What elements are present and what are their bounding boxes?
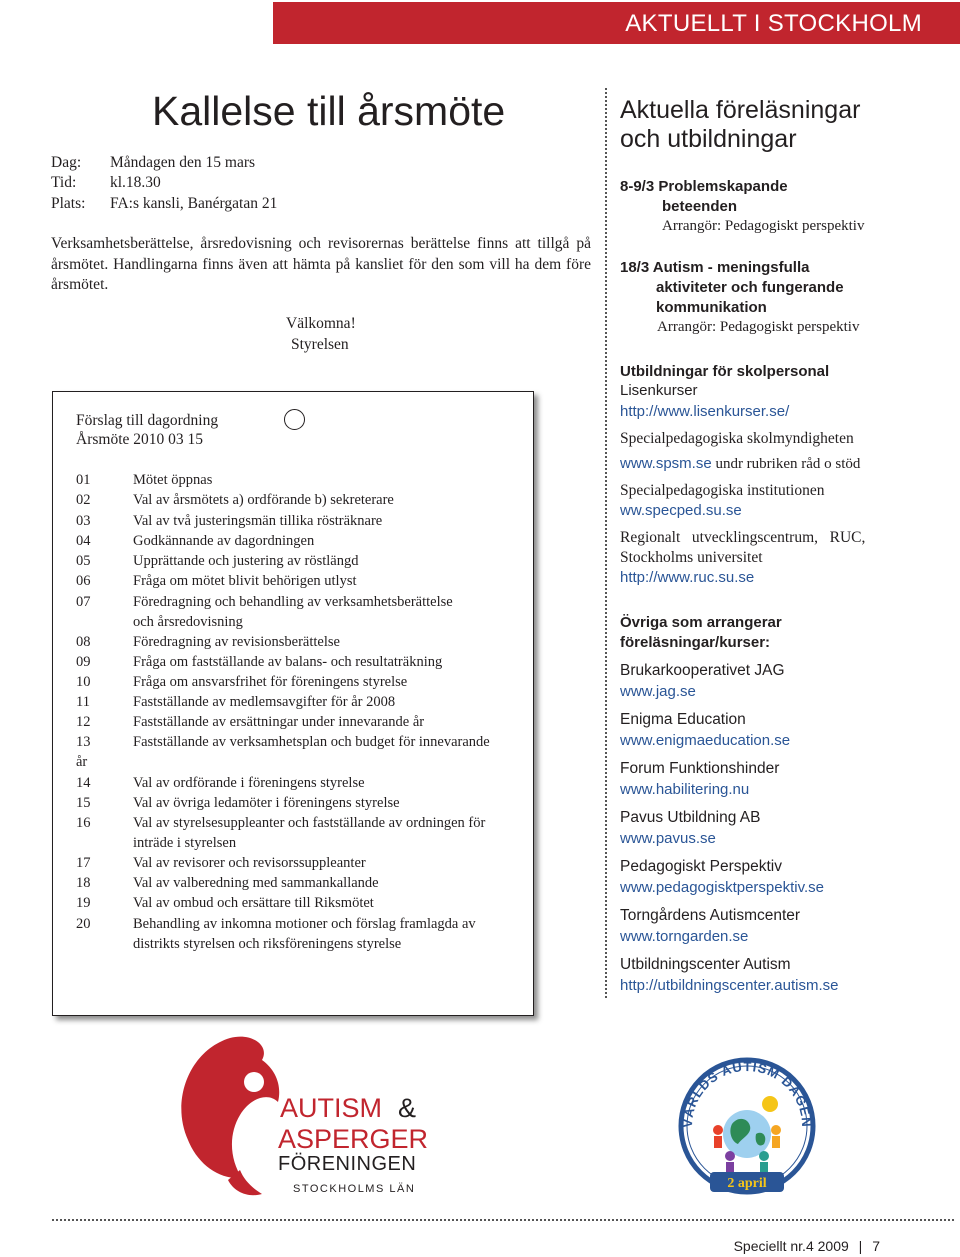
agenda-item-text: Upprättande och justering av röstlängd — [133, 553, 359, 569]
organizer-name: Brukarkooperativet JAG — [620, 662, 785, 679]
circle-mark — [284, 409, 305, 430]
agenda-item-number: 04 — [76, 533, 91, 549]
org-spsm: Specialpedagogiska skolmyndigheten — [620, 430, 854, 447]
event-1-organizer: Arrangör: Pedagogiskt perspektiv — [662, 218, 865, 234]
agenda-item-number: 10 — [76, 674, 91, 690]
organizer-link[interactable]: www.torngarden.se — [620, 928, 749, 945]
agenda-item-text: Val av övriga ledamöter i föreningens styrelse — [133, 795, 400, 811]
logo-line-foreningen: FÖRENINGEN — [278, 1153, 417, 1175]
agenda-item-text: Val av valberedning med sammankallande — [133, 875, 379, 891]
link-lisenkurser[interactable]: http://www.lisenkurser.se/ — [620, 403, 790, 420]
agenda-item-text: Val av ombud och ersättare till Riksmötet — [133, 895, 374, 911]
page-footer — [734, 1238, 880, 1254]
organizer-name: Torngårdens Autismcenter — [620, 907, 801, 924]
agenda-item-text: inträde i styrelsen — [133, 835, 237, 851]
organizer-link[interactable]: www.enigmaeducation.se — [620, 732, 791, 749]
meta-value: kl.18.30 — [110, 174, 161, 191]
agenda-item-text: Val av revisorer och revisorssuppleanter — [133, 855, 366, 871]
page-title: Kallelse till årsmöte — [152, 88, 506, 134]
organizer-name: Pedagogiskt Perspektiv — [620, 858, 782, 875]
others-heading: Övriga som arrangerar — [620, 614, 782, 631]
bottom-divider — [52, 1219, 954, 1221]
footer-separator: | — [858, 1238, 863, 1254]
link-spsm[interactable]: www.spsm.se — [620, 455, 712, 472]
event-1-title: 8-9/3 Problemskapande — [620, 178, 788, 195]
agenda-item-number: 14 — [76, 775, 91, 791]
agenda-heading: Förslag till dagordning — [76, 412, 219, 429]
autism-asperger-logo — [170, 1030, 440, 1200]
agenda-item-number: 09 — [76, 654, 91, 670]
org-ruc: Regionalt utvecklingscentrum, RUC, — [620, 529, 866, 546]
agenda-item-text: Val av två justeringsmän tillika rösträknare — [133, 513, 383, 529]
welcome-text: Välkomna! — [286, 315, 356, 332]
intro-paragraph: Verksamhetsberättelse, årsredovisning och revisorernas berättelse finns att tillgå på årsmötet. Handlingarna finns även att hämta på kansliet för den som vill ha dem före årsmötet. — [51, 235, 591, 293]
agenda-item-number: 02 — [76, 492, 91, 508]
agenda-item-text: och årsredovisning — [133, 614, 243, 630]
others-heading-cont: föreläsningar/kurser: — [620, 634, 771, 651]
globe-icon — [723, 1110, 771, 1158]
agenda-item-number: 12 — [76, 714, 91, 730]
badge-date: 2 april — [727, 1176, 767, 1191]
agenda-item-text: Godkännande av dagordningen — [133, 533, 315, 549]
agenda-item-text: Fråga om mötet blivit behörigen utlyst — [133, 573, 357, 589]
agenda-item-number: 17 — [76, 855, 91, 871]
sun-icon — [762, 1096, 778, 1112]
meta-label: Tid: — [51, 174, 77, 191]
organizer-name: Utbildningscenter Autism — [620, 956, 791, 973]
agenda-item-text: Val av ordförande i föreningens styrelse — [133, 775, 365, 791]
organizer-link[interactable]: www.pedagogisktperspektiv.se — [620, 879, 824, 896]
event-1-title-cont: beteenden — [662, 198, 738, 215]
agenda-item-number: 13 — [76, 734, 91, 750]
logo-ampersand: & — [398, 1093, 417, 1123]
agenda-item-text: Föredragning och behandling av verksamhetsberättelse — [133, 594, 453, 610]
agenda-item-number: 16 — [76, 815, 91, 831]
agenda-item-number: 05 — [76, 553, 91, 569]
agenda-item-number: 15 — [76, 795, 91, 811]
logo-line-lan: STOCKHOLMS LÄN — [293, 1183, 416, 1195]
agenda-item-number: 19 — [76, 895, 91, 911]
logo-line-asperger: ASPERGER — [278, 1124, 429, 1154]
edu-heading: Utbildningar för skolpersonal — [620, 363, 830, 380]
agenda-item-number: år — [76, 754, 88, 770]
event-2-title-cont: kommunikation — [656, 299, 767, 316]
section-header-bar — [273, 2, 960, 44]
agenda-item-text: Mötet öppnas — [133, 472, 213, 488]
event-2-title-cont: aktiviteter och fungerande — [656, 279, 844, 296]
logo-figure-icon — [181, 1037, 279, 1196]
agenda-item-number: 01 — [76, 472, 91, 488]
agenda-item-text: Föredragning av revisionsberättelse — [133, 634, 340, 650]
agenda-item-text: Behandling av inkomna motioner och förslag framlagda av — [133, 916, 476, 932]
board-signature: Styrelsen — [291, 336, 349, 353]
org-ruc-cont: Stockholms universitet — [620, 549, 763, 566]
agenda-item-number: 11 — [76, 694, 90, 710]
organizer-name: Forum Funktionshinder — [620, 760, 780, 777]
agenda-item-number: 07 — [76, 594, 91, 610]
organizer-link[interactable]: www.pavus.se — [620, 830, 716, 847]
organizer-link[interactable]: www.jag.se — [620, 683, 696, 700]
agenda-item-number: 06 — [76, 573, 91, 589]
right-column-title — [620, 96, 860, 154]
agenda-item-text: distrikts styrelsen och riksföreningens styrelse — [133, 936, 402, 952]
agenda-item-text: Val av årsmötets a) ordförande b) sekreterare — [133, 492, 394, 508]
right-title-line: och utbildningar — [620, 125, 797, 153]
badge-arc-text: VÄRLDS AUTISM DAGEN — [679, 1058, 815, 1129]
agenda-item-number: 03 — [76, 513, 91, 529]
organizer-name: Pavus Utbildning AB — [620, 809, 761, 826]
link-ruc[interactable]: http://www.ruc.su.se — [620, 569, 755, 586]
organizer-link[interactable]: http://utbildningscenter.autism.se — [620, 977, 839, 994]
agenda-item-text: Fastställande av verksamhetsplan och budget för innevarande — [133, 734, 490, 750]
meta-label: Dag: — [51, 154, 82, 171]
logo-line-autism: AUTISM — [280, 1093, 383, 1123]
organizer-link[interactable]: www.habilitering.nu — [620, 781, 750, 798]
event-2-title: 18/3 Autism - meningsfulla — [620, 259, 810, 276]
agenda-item-text: Fastställande av medlemsavgifter för år 2008 — [133, 694, 396, 710]
right-title-line: Aktuella föreläsningar — [620, 96, 861, 124]
agenda-subheading: Årsmöte 2010 03 15 — [76, 431, 204, 448]
link-note: undr rubriken råd o stöd — [711, 456, 861, 472]
meta-label: Plats: — [51, 195, 86, 212]
agenda-item-text: Fastställande av ersättningar under innevarande år — [133, 714, 425, 730]
agenda-item-text: Fråga om ansvarsfrihet för föreningens styrelse — [133, 674, 408, 690]
footer-page-number: 7 — [872, 1238, 880, 1254]
agenda-item-number: 08 — [76, 634, 91, 650]
agenda-box — [52, 391, 534, 1016]
link-specped[interactable]: ww.specped.su.se — [620, 502, 742, 519]
footer-publication: Speciellt nr.4 2009 — [733, 1238, 849, 1254]
event-2-organizer: Arrangör: Pedagogiskt perspektiv — [657, 319, 860, 335]
worlds-autism-day-badge — [672, 1056, 822, 1196]
meta-value: FA:s kansli, Banérgatan 21 — [110, 195, 278, 212]
section-header-label: AKTUELLT I STOCKHOLM — [625, 10, 922, 37]
meta-value: Måndagen den 15 mars — [110, 154, 256, 171]
org-specped: Specialpedagogiska institutionen — [620, 482, 825, 499]
agenda-item-text: Val av styrelsesuppleanter och fastställande av ordningen för — [133, 815, 486, 831]
agenda-item-number: 18 — [76, 875, 91, 891]
agenda-item-text: Fråga om fastställande av balans- och resultaträkning — [133, 654, 443, 670]
column-divider — [605, 88, 607, 998]
agenda-item-number: 20 — [76, 916, 91, 932]
edu-subheading: Lisenkurser — [620, 382, 698, 399]
org-spsm-link-row — [620, 455, 860, 473]
organizer-name: Enigma Education — [620, 711, 746, 728]
